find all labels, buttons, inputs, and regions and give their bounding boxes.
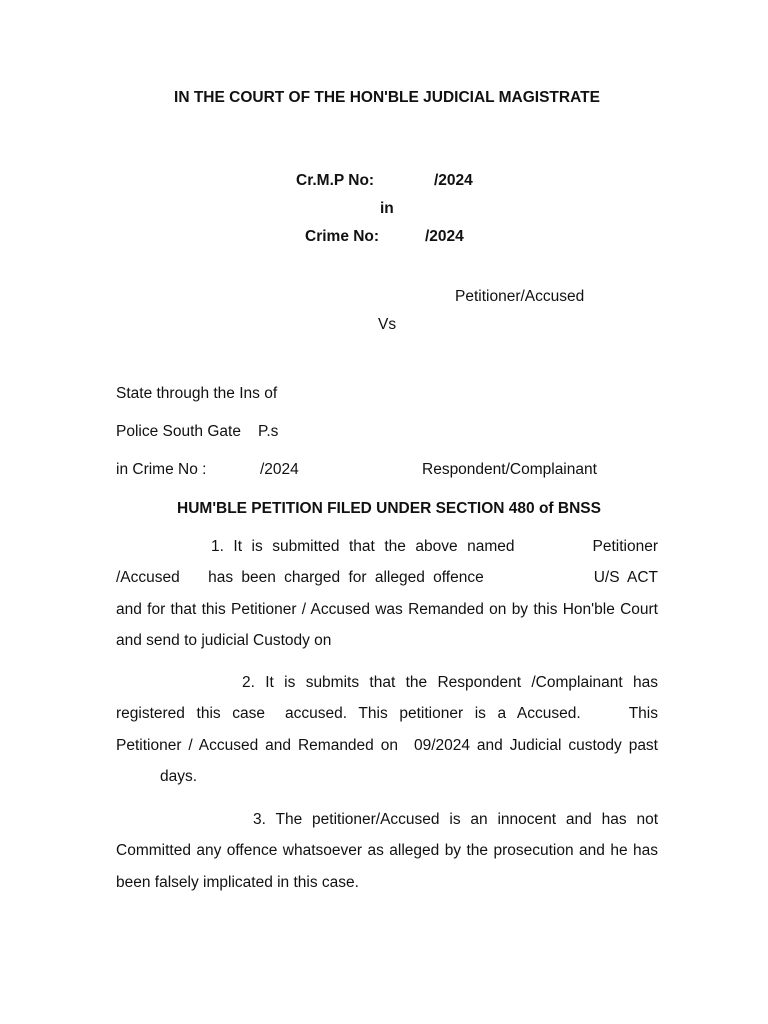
- crmp-year: /2024: [434, 172, 473, 189]
- paragraph-2-text-d: 09/2024 and Judicial custody past: [413, 736, 658, 754]
- court-title: IN THE COURT OF THE HON'BLE JUDICIAL MAGISTRATE: [174, 89, 600, 106]
- paragraph-1-text-d: U/S ACT and for that this Petitioner / Accused was Remanded on by this Hon'ble Court and send to judicial Custody on: [116, 569, 659, 649]
- petition-heading: HUM'BLE PETITION FILED UNDER SECTION 480 of BNSS: [177, 500, 601, 517]
- paragraph-2-text-c: This Petitioner / Accused and Remanded on: [116, 705, 658, 754]
- in-label: in: [380, 200, 394, 217]
- paragraph-1: [116, 531, 658, 656]
- petitioner-label: Petitioner/Accused: [455, 288, 585, 305]
- respondent-line-3a: in Crime No :: [116, 461, 207, 478]
- paragraph-1-text-a: 1. It is submitted that the above named: [211, 538, 515, 555]
- crime-label: Crime No:: [305, 228, 380, 245]
- paragraph-2-text-b: accused. This petitioner is a Accused.: [285, 705, 581, 723]
- paragraph-1-text-c: has been charged for alleged offence: [208, 569, 484, 587]
- paragraph-3: [116, 804, 658, 898]
- vs-label: Vs: [378, 316, 397, 333]
- crime-year: /2024: [425, 228, 464, 245]
- paragraph-2-text-e: days.: [160, 767, 198, 785]
- paragraph-3-text: 3. The petitioner/Accused is an innocent and has not Committed any offence whatsoever as alleged by the prosecution and he has been falsely implicated in this case.: [116, 811, 658, 891]
- crmp-label: Cr.M.P No:: [296, 172, 375, 189]
- respondent-line-1: State through the Ins of: [116, 385, 278, 402]
- paragraph-2-text-a: 2. It is submits that the Respondent /Complainant has registered this case: [116, 674, 658, 723]
- paragraph-1-text-b: Petitioner /Accused: [116, 538, 658, 587]
- respondent-line-2a: Police South Gate: [116, 423, 241, 440]
- respondent-line-2b: P.s: [258, 423, 279, 440]
- paragraph-2: [116, 667, 658, 792]
- respondent-line-3b: /2024: [260, 461, 299, 478]
- respondent-label: Respondent/Complainant: [422, 461, 597, 478]
